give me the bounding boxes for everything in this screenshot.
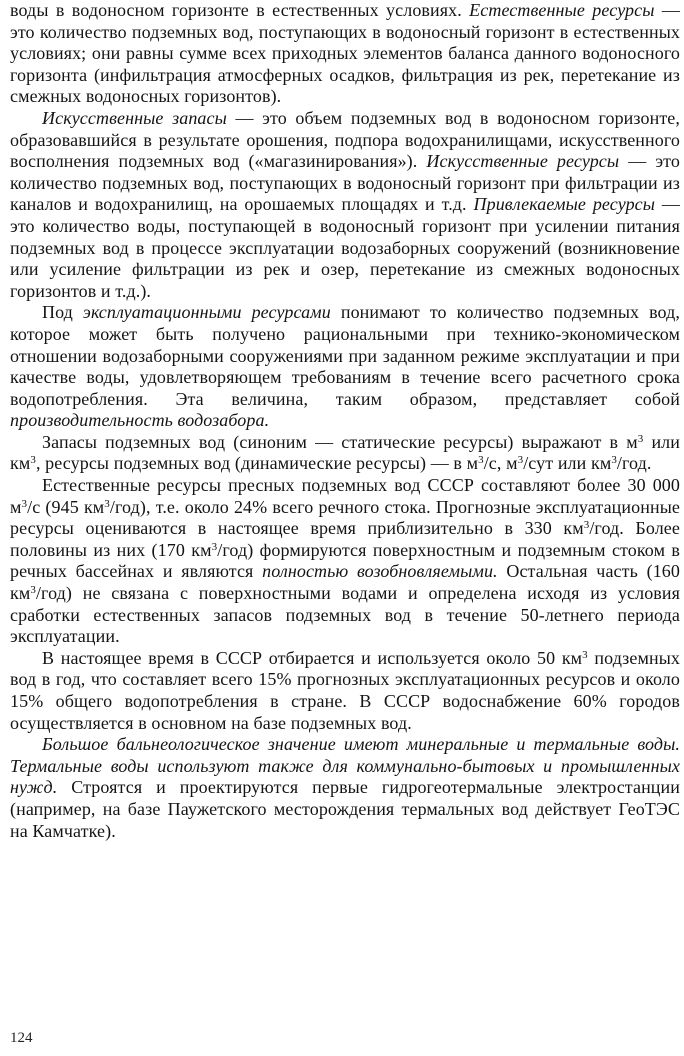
text-run: /год. Более половины из них (170 км bbox=[10, 518, 680, 560]
text-run: Строятся и проектируются первые гидрогеотермальные электростанции (например, на базе Паужетского месторождения термальных вод действует ГеоТЭС на Камчатке). bbox=[10, 777, 680, 841]
text-run: /год. bbox=[616, 453, 652, 474]
text-run: понимают то количество подземных вод, которое может быть получено рациональными при технико-экономическом отношении водозаборными сооружениями при заданном режиме эксплуатации и при качестве воды, удовлетворяющем требованиям в течение всего расчетного срока водопотребления. Эта величина, таким образом, представляет собой bbox=[10, 302, 680, 409]
text-run: Естественные ресурсы пресных подземных вод СССР составляют более 30 000 м bbox=[10, 475, 680, 517]
text-run: /год), т.е. около 24% всего речного стока. Прогнозные эксплуатационные ресурсы оцениваются в настоящее время приблизительно в 330 км bbox=[10, 496, 680, 539]
text-run: — это количество подземных вод, поступающих в водоносный горизонт при фильтрации из каналов и водохранилищ, на орошаемых площадях и т.д. bbox=[10, 151, 680, 215]
text-run: /сут или км bbox=[523, 453, 612, 474]
italic-term: производительность водозабора. bbox=[10, 410, 270, 431]
text-run: /год) не связана с поверхностными водами и определена исходя из условия сработки естественных запасов подземных вод в течение 50-летнего периода эксплуатации. bbox=[10, 583, 680, 647]
superscript: 3 bbox=[30, 454, 36, 467]
paragraph-natural-resources bbox=[10, 0, 680, 108]
text-run: Остальная часть (160 км bbox=[10, 561, 680, 604]
text-run: , ресурсы подземных вод (динамические ресурсы) — в м bbox=[35, 453, 479, 474]
page-number: 124 bbox=[10, 1030, 33, 1046]
text-run: — это количество воды, поступающей в водоносный горизонт при усилении питания подземных вод в процессе эксплуатации водозаборных сооружений (возникновение или усиление фильтрации из рек и озер, перетекание из смежных водоносных горизонтов и т.д.). bbox=[10, 194, 681, 301]
page-body bbox=[10, 0, 680, 842]
superscript: 3 bbox=[582, 648, 588, 661]
paragraph-ussr-resources bbox=[10, 475, 680, 648]
superscript: 3 bbox=[583, 519, 590, 532]
italic-term: Искусственные запасы bbox=[42, 107, 227, 128]
text-run: /с (945 км bbox=[27, 496, 105, 517]
italic-term: Естественные ресурсы bbox=[469, 0, 655, 20]
paragraph-units bbox=[10, 432, 680, 475]
superscript: 3 bbox=[517, 454, 524, 467]
text-run: — это объем подземных вод в водоносном горизонте, образовавшийся в результате орошения, подпора водохранилищами, искусственного восполнения подземных вод («магазинирования»). bbox=[10, 107, 681, 172]
superscript: 3 bbox=[611, 454, 617, 467]
text-run: воды в водоносном горизонте в естественных условиях. bbox=[10, 0, 470, 20]
superscript: 3 bbox=[211, 540, 218, 553]
text-run: Запасы подземных вод (синоним — статические ресурсы) выражают в м bbox=[42, 431, 638, 452]
italic-term: эксплуатационными ресурсами bbox=[82, 302, 331, 323]
text-run: /с, м bbox=[483, 453, 518, 474]
text-run: или км bbox=[10, 431, 680, 474]
paragraph-exploitation-resources bbox=[10, 302, 680, 432]
superscript: 3 bbox=[30, 584, 36, 597]
paragraph-artificial-reserves bbox=[10, 108, 680, 302]
superscript: 3 bbox=[21, 497, 28, 510]
paragraph-current-usage bbox=[10, 648, 680, 734]
superscript: 3 bbox=[478, 454, 484, 467]
text-run: В настоящее время в СССР отбирается и используется около 50 км bbox=[42, 647, 583, 668]
text-run: Под bbox=[42, 302, 83, 323]
text-run: /год) формируются поверхностным и подземным стоком в речных бассейнах и являются bbox=[10, 539, 680, 582]
italic-term: полностью возобновляемыми. bbox=[262, 561, 498, 582]
italic-term: Искусственные ресурсы bbox=[426, 151, 620, 172]
italic-term: Большое бальнеологическое значение имеют минеральные и термальные воды. Термальные воды используют также для коммунально-бытовых и промышленных нужд. bbox=[10, 734, 680, 798]
paragraph-mineral-thermal-waters bbox=[10, 734, 680, 842]
text-run: подземных вод в год, что составляет всего 15% прогнозных эксплуатационных ресурсов и около 15% общего водопотребления в стране. В СССР водоснабжение 60% городов осуществляется в основном на базе подземных вод. bbox=[10, 647, 680, 733]
superscript: 3 bbox=[104, 497, 110, 510]
superscript: 3 bbox=[637, 432, 644, 445]
text-run: — это количество подземных вод, поступающих в водоносный горизонт в естественных условиях; они равны сумме всех приходных элементов баланса данного водоносного горизонта (инфильтрация атмосферных осадков, фильтрация из рек, перетекание из смежных водоносных горизонтов). bbox=[10, 0, 680, 107]
italic-term: Привлекаемые ресурсы bbox=[473, 194, 656, 215]
